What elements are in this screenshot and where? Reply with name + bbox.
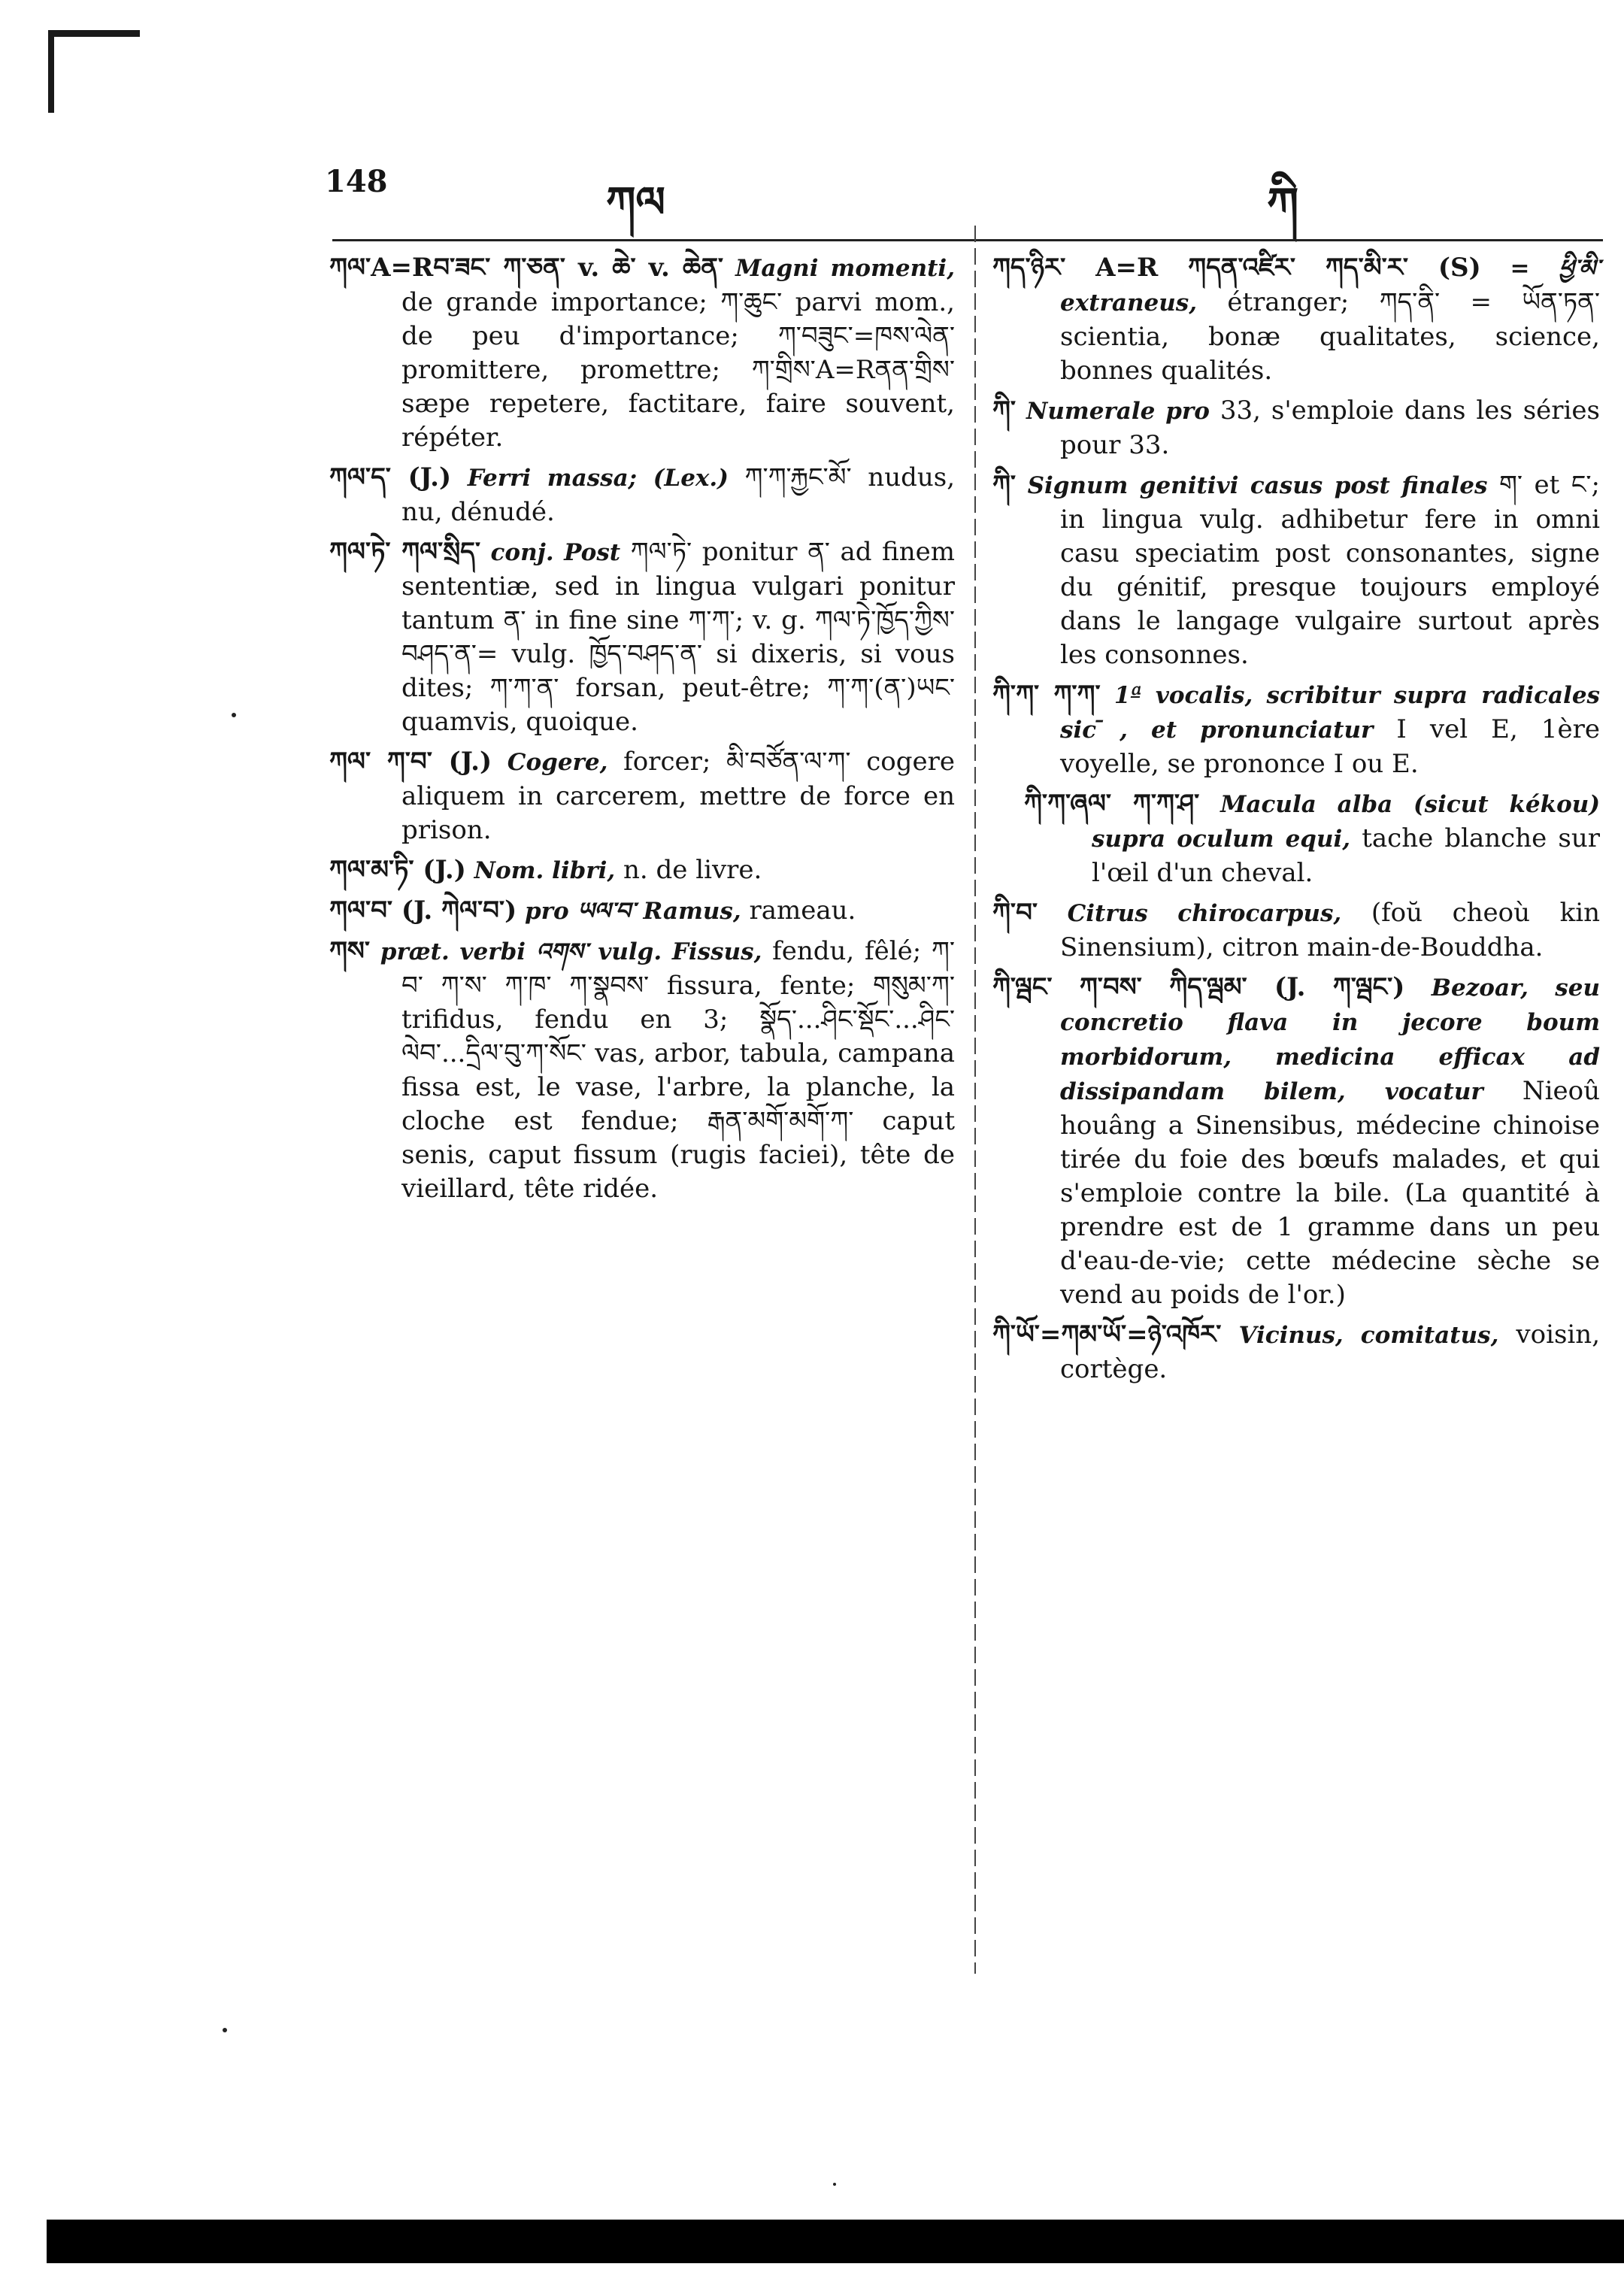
entry-lemma: Citrus chirocarpus, — [1067, 900, 1342, 927]
running-head-right: ཀི — [1267, 178, 1299, 231]
dictionary-entry — [329, 461, 955, 529]
dictionary-sub-entry — [1024, 787, 1600, 890]
dictionary-entry — [992, 971, 1600, 1312]
entry-text: fendu, fêlé; ཀ་བ་ ཀ་ས་ ཀ་ཁ་ ཀ་སྣབས་ fissura, fente; གསུམ་ཀ་ trifidus, fendu en 3; སྣོད་...ཤིང་སྡོང་...ཤིང་ལེབ་...དྲིལ་བུ་ཀ་སོང་ vas, arbor, tabula, campana fissa est, le vase, l'arbre, la planche, la cloche est fendue; རྒན་མགོ་མགོ་ཀ་ caput senis, caput fissum (rugis faciei), tête de vieillard, tête ridée. — [401, 936, 955, 1204]
entry-text: I vel E, 1ère voyelle, se prononce I ou E. — [1060, 714, 1601, 779]
entry-headword: ཀི་ — [992, 395, 1017, 426]
entry-lemma: conj. Post — [490, 539, 621, 566]
entry-text: ག་ et ང་; in lingua vulg. adhibetur fere in omni casu speciatim post consonantes, signe du génitif, presque toujours employé dans le langage vulgaire surtout après les consonnes. — [1060, 470, 1600, 670]
entry-text: étranger; ཀད་ནི་ = ཡོན་ཏན་ scientia, bonæ qualitates, science, bonnes qualités. — [1060, 287, 1600, 386]
dictionary-entry — [992, 1318, 1600, 1386]
entry-headword: ཀི་ — [992, 470, 1017, 500]
scan-corner-mark-vertical — [48, 30, 54, 113]
entry-headword: ཀལ་ཏེ་ ཀལ་སྲིད་ — [329, 537, 480, 567]
dictionary-entry — [992, 251, 1600, 388]
entry-lemma: pro ཡལ་བ་ Ramus, — [524, 898, 741, 925]
entry-lemma: Numerale pro — [1026, 398, 1210, 425]
entry-lemma: Vicinus, comitatus, — [1238, 1322, 1499, 1349]
entry-text: Nieoû houâng a Sinensibus, médecine chinoise tirée du foie des bœufs malades, et qui s'emploie contre la bile. (La quantité à prendre est de 1 gramme dans un peu d'eau-de-vie; cette médecine sèche se vend au poids de l'or.) — [1060, 1076, 1600, 1310]
dictionary-entry — [992, 678, 1600, 781]
entry-lemma: Cogere, — [507, 749, 608, 776]
entry-headword: ཀི་བ་ — [992, 898, 1038, 928]
dictionary-entry — [992, 394, 1600, 462]
entry-lemma: præt. verbi འགས་ vulg. Fissus, — [380, 938, 762, 965]
left-column — [329, 251, 955, 1212]
entry-lemma: Nom. libri, — [474, 857, 616, 884]
entry-lemma: Macula alba (sicut kékou) supra oculum equi, — [1092, 791, 1600, 853]
entry-headword: ཀལ་ད་ (J.) — [329, 462, 452, 492]
scan-speck — [833, 2183, 836, 2186]
entry-headword: ཀལ་ ཀ་བ་ (J.) — [329, 747, 492, 777]
scan-speck — [223, 2028, 227, 2032]
entry-text: rameau. — [741, 896, 856, 926]
dictionary-entry — [329, 894, 955, 929]
running-head-left: ཀལ — [606, 177, 665, 227]
entry-text: tache blanche sur l'œil d'un cheval. — [1092, 823, 1600, 888]
column-divider — [974, 226, 976, 1974]
page-number: 148 — [325, 164, 388, 199]
entry-lemma: Ferri massa; (Lex.) — [467, 465, 729, 492]
entry-text: forcer; མི་བཙོན་ལ་ཀ་ cogere aliquem in carcerem, mettre de force en prison. — [401, 747, 955, 845]
right-column — [992, 251, 1600, 1393]
entry-headword: ཀལ་A=Rབ་ཟང་ ཀ་ཅན་ v. ཆེ་ v. ཆེན་ — [329, 253, 724, 283]
entry-text: n. de livre. — [615, 855, 762, 885]
entry-headword: ཀི་ཡོ་=ཀམ་ཡོ་=ཉེ་འཁོར་ — [992, 1320, 1222, 1350]
entry-text: (foŭ cheoù kin Sinensium), citron main-de-Bouddha. — [1060, 898, 1600, 962]
dictionary-entry — [329, 745, 955, 847]
entry-headword: ཀལ་བ་ (J. ཀེལ་བ་) — [329, 896, 517, 926]
entry-text: ཀ་ཀ་རྐྱང་མོ་ nudus, nu, dénudé. — [401, 462, 956, 527]
entry-headword: ཀས་ — [329, 936, 371, 966]
entry-lemma: Signum genitivi casus post finales — [1027, 472, 1488, 499]
scan-speck — [232, 713, 236, 717]
dictionary-entry — [992, 896, 1600, 965]
dictionary-entry — [329, 935, 955, 1206]
entry-lemma: 1ª vocalis, scribitur supra radicales sic ̄, et pronunciatur — [1060, 682, 1600, 744]
dictionary-entry — [329, 853, 955, 888]
header-rule — [332, 239, 1603, 241]
entry-text: de grande importance; ཀ་ཆུང་ parvi mom., de peu d'importance; ཀ་བཟུང་=ཁས་ལེན་ promittere, promettre; ཀ་གྲིས་A=Rནན་གྲིས་ sæpe repetere, factitare, faire souvent, répéter. — [401, 287, 955, 453]
entry-headword: ཀི་ཀ་ཞལ་ ཀ་ཀ་ཤ་ — [1024, 789, 1200, 819]
entry-text: 33, s'emploie dans les séries pour 33. — [1060, 395, 1600, 460]
scan-bottom-band — [47, 2220, 1624, 2263]
entry-headword: ཀད་ཉིར་ A=R ཀདན་འཛིར་ ཀད་མི་ར་ (S) — [992, 253, 1481, 283]
entry-lemma: = ཕྱི་མི་ extraneus, — [1060, 255, 1601, 317]
dictionary-entry — [992, 468, 1600, 672]
entry-text: ཀལ་ཏེ་ ponitur ན་ ad finem sententiæ, sed in lingua vulgari ponitur tantum ན་ in fine sine ཀ་ཀ་; v. g. ཀལ་ཏེ་ཁྱོད་ཀྱིས་བཤད་ན་= vulg. ཁྱོད་བཤད་ན་ si dixeris, si vous dites; ཀ་ཀ་ན་ forsan, peut-être; ཀ་ཀ་(ན་)ཡང་ quamvis, quoique. — [401, 537, 955, 737]
entry-headword: ཀི་ལྦང་ ཀ་བས་ ཀིད་ལྦམ་ (J. ཀ་ལྦང་) — [992, 972, 1405, 1002]
entry-headword: ཀལ་མ་ཏི་ (J.) — [329, 855, 466, 885]
entry-text: voisin, cortège. — [1060, 1320, 1600, 1384]
scan-corner-mark — [48, 30, 140, 37]
dictionary-entry — [329, 535, 955, 739]
entry-lemma: Magni momenti, — [735, 255, 955, 282]
entry-lemma: Bezoar, seu concretio flava in jecore boum morbidorum, medicina efficax ad dissipandam bilem, vocatur — [1060, 974, 1601, 1105]
dictionary-entry — [329, 251, 955, 455]
entry-headword: ཀི་ཀ་ ཀ་ཀ་ — [992, 680, 1101, 710]
